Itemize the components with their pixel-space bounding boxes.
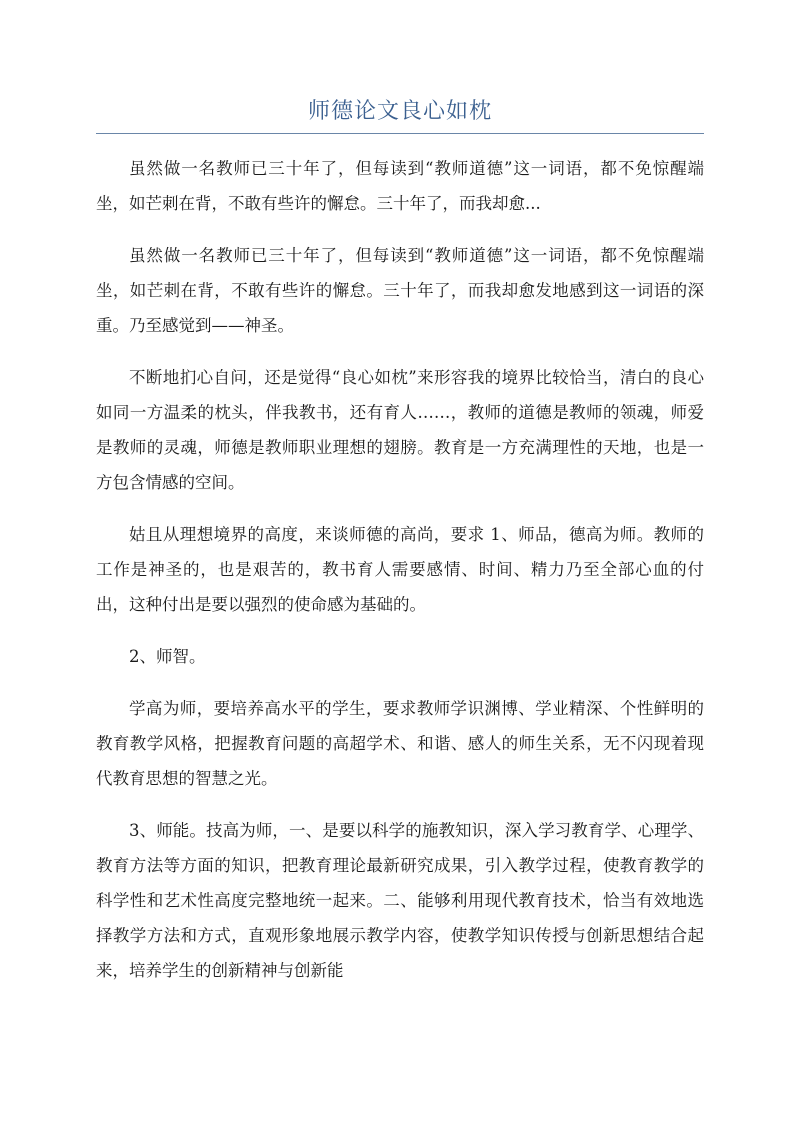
paragraph-wisdom: 学高为师，要培养高水平的学生，要求教师学识渊博、学业精深、个性鲜明的教育教学风格，把握教育问题的高超学术、和谐、感人的师生关系，无不闪现着现代教育思想的智慧之光。 [96, 699, 704, 788]
document-body [96, 151, 704, 1005]
paragraph-intro: 虽然做一名教师已三十年了，但每读到“教师道德”这一词语，都不免惊醒端坐，如芒刺在背，不敢有些许的懈怠。三十年了，而我却愈发地感到这一词语的深重。乃至感觉到——神圣。 [96, 246, 704, 335]
paragraph-conscience: 不断地扪心自问，还是觉得“良心如枕”来形容我的境界比较恰当，清白的良心如同一方温柔的枕头，伴我教书，还有育人……，教师的道德是教师的领魂，师爱是教师的灵魂，师德是教师职业理想的翅膀。教育是一方充满理性的天地，也是一方包含情感的空间。 [96, 368, 704, 492]
paragraph-summary: 虽然做一名教师已三十年了，但每读到“教师道德”这一词语，都不免惊醒端坐，如芒刺在背，不敢有些许的懈怠。三十年了，而我却愈... [96, 159, 704, 213]
paragraph-character: 姑且从理想境界的高度，来谈师德的高尚，要求 1、师品，德高为师。教师的工作是神圣的，也是艰苦的，教书育人需要感情、时间、精力乃至全部心血的付出，这种付出是要以强烈的使命感为基础的。 [96, 525, 704, 614]
paragraph-wisdom-heading: 2、师智。 [129, 647, 206, 666]
title-divider [96, 133, 704, 134]
paragraph-ability: 3、师能。技高为师，一、是要以科学的施教知识，深入学习教育学、心理学、教育方法等方面的知识，把教育理论最新研究成果，引入教学过程，使教育教学的科学性和艺术性高度完整地统一起来。二、能够利用现代教育技术，恰当有效地选择教学方法和方式，直观形象地展示教学内容，使教学知识传授与创新思想结合起来，培养学生的创新精神与创新能 [96, 821, 704, 980]
document-title: 师德论文良心如枕 [307, 99, 492, 124]
